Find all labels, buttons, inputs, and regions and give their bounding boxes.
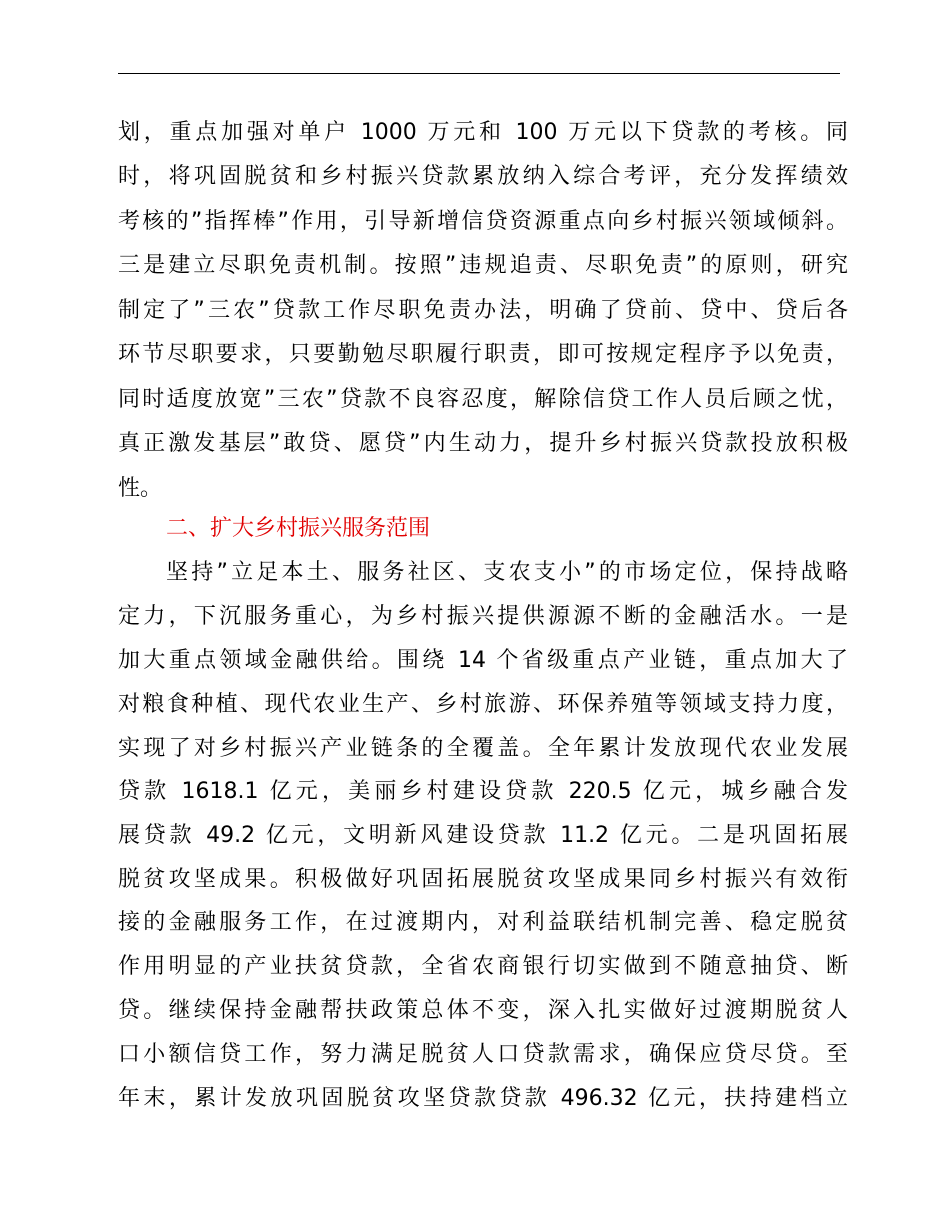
body-line: 接的金融服务工作，在过渡期内，对利益联结机制完善、稳定脱贫 <box>118 910 848 935</box>
body-line: 口小额信贷工作，努力满足脱贫人口贷款需求，确保应贷尽贷。至 <box>118 1042 848 1067</box>
body-line: 制定了”三农”贷款工作尽职免责办法，明确了贷前、贷中、贷后各 <box>118 298 848 323</box>
body-line: 作用明显的产业扶贫贷款，全省农商银行切实做到不随意抽贷、断 <box>118 954 848 979</box>
body-line: 划，重点加强对单户 1000 万元和 100 万元以下贷款的考核。同 <box>118 120 848 145</box>
body-line: 贷款 1618.1 亿元，美丽乡村建设贷款 220.5 亿元，城乡融合发 <box>118 779 848 804</box>
body-line: 加大重点领域金融供给。围绕 14 个省级重点产业链，重点加大了 <box>118 648 848 673</box>
body-line: 同时适度放宽”三农”贷款不良容忍度，解除信贷工作人员后顾之忧， <box>118 387 848 412</box>
body-line: 性。 <box>118 476 163 501</box>
body-line: 时，将巩固脱贫和乡村振兴贷款累放纳入综合考评，充分发挥绩效 <box>118 164 848 189</box>
body-line: 真正激发基层”敢贷、愿贷”内生动力，提升乡村振兴贷款投放积极 <box>118 431 848 456</box>
body-line: 对粮食种植、现代农业生产、乡村旅游、环保养殖等领域支持力度， <box>118 692 848 717</box>
header-rule <box>118 73 840 74</box>
body-line: 实现了对乡村振兴产业链条的全覆盖。全年累计发放现代农业发展 <box>118 736 848 761</box>
body-line: 坚持”立足本土、服务社区、支农支小”的市场定位，保持战略 <box>166 560 848 585</box>
body-line: 年末，累计发放巩固脱贫攻坚贷款贷款 496.32 亿元，扶持建档立 <box>118 1086 848 1111</box>
body-line: 环节尽职要求，只要勤勉尽职履行职责，即可按规定程序予以免责， <box>118 342 848 367</box>
body-line: 展贷款 49.2 亿元，文明新风建设贷款 11.2 亿元。二是巩固拓展 <box>118 823 848 848</box>
body-line: 考核的”指挥棒”作用，引导新增信贷资源重点向乡村振兴领域倾斜。 <box>118 209 848 234</box>
body-line: 定力，下沉服务重心，为乡村振兴提供源源不断的金融活水。一是 <box>118 604 848 629</box>
body-line: 贷。继续保持金融帮扶政策总体不变，深入扎实做好过渡期脱贫人 <box>118 998 848 1023</box>
body-line: 三是建立尽职免责机制。按照”违规追责、尽职免责”的原则，研究 <box>118 253 848 278</box>
body-line: 脱贫攻坚成果。积极做好巩固拓展脱贫攻坚成果同乡村振兴有效衔 <box>118 867 848 892</box>
section-heading: 二、扩大乡村振兴服务范围 <box>166 516 431 541</box>
